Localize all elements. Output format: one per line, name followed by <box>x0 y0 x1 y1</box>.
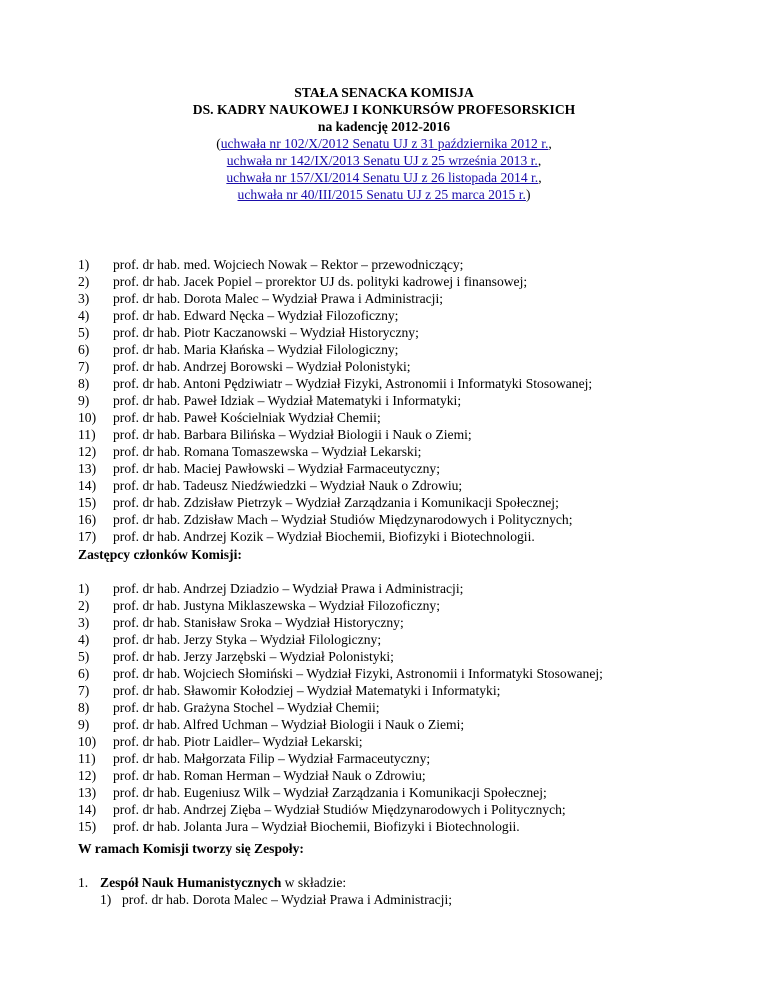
list-item <box>78 511 758 528</box>
list-item-text: prof. dr hab. Roman Herman – Wydział Nauk o Zdrowiu; <box>113 768 426 783</box>
list-item <box>78 614 758 631</box>
list-item <box>78 716 758 733</box>
list-item-number: 1) <box>78 257 90 272</box>
team-section <box>78 874 452 908</box>
list-item <box>78 767 758 784</box>
list-item-number: 2) <box>78 598 90 613</box>
resolution-line-1 <box>0 135 768 152</box>
list-item-number: 8) <box>78 700 90 715</box>
list-item <box>78 801 758 818</box>
list-item-number: 3) <box>78 615 90 630</box>
list-item-number: 17) <box>78 529 97 544</box>
resolution-line-2 <box>0 152 768 169</box>
list-item-text: prof. dr hab. Sławomir Kołodziej – Wydział Matematyki i Informatyki; <box>113 683 501 698</box>
list-item-text: prof. dr hab. Małgorzata Filip – Wydział Farmaceutyczny; <box>113 751 431 766</box>
list-item-number: 5) <box>78 649 90 664</box>
list-item-text: prof. dr hab. med. Wojciech Nowak – Rektor – przewodniczący; <box>113 257 464 272</box>
list-item-text: prof. dr hab. Zdzisław Pietrzyk – Wydział Zarządzania i Komunikacji Społecznej; <box>113 495 559 510</box>
list-item-number: 16) <box>78 512 97 527</box>
team-name: Zespół Nauk Humanistycznych <box>100 875 282 890</box>
title-line-3: na kadencję 2012-2016 <box>317 119 451 134</box>
list-item <box>78 307 758 324</box>
list-item-text: prof. dr hab. Antoni Pędziwiatr – Wydział Fizyki, Astronomii i Informatyki Stosowanej; <box>113 376 593 391</box>
deputies-heading: Zastępcy członków Komisji: <box>78 547 242 562</box>
list-item-number: 5) <box>78 325 90 340</box>
list-item-text: prof. dr hab. Maciej Pawłowski – Wydział Farmaceutyczny; <box>113 461 440 476</box>
list-item <box>78 682 758 699</box>
list-item <box>78 426 758 443</box>
link-separator: , <box>538 170 542 185</box>
list-item-number: 14) <box>78 802 97 817</box>
list-item <box>78 358 758 375</box>
list-item <box>78 494 758 511</box>
list-item-text: prof. dr hab. Paweł Idziak – Wydział Matematyki i Informatyki; <box>113 393 462 408</box>
list-item-number: 13) <box>78 461 97 476</box>
list-item-number: 4) <box>78 308 90 323</box>
list-item-number: 7) <box>78 683 90 698</box>
list-item-number: 13) <box>78 785 97 800</box>
list-item <box>78 443 758 460</box>
resolution-link-1[interactable]: uchwała nr 102/X/2012 Senatu UJ z 31 października 2012 r. <box>220 136 549 151</box>
link-separator: , <box>537 153 542 168</box>
list-item-number: 15) <box>78 495 97 510</box>
list-item-number: 12) <box>78 768 97 783</box>
list-item-text: prof. dr hab. Piotr Kaczanowski – Wydział Historyczny; <box>113 325 419 340</box>
list-item <box>78 665 758 682</box>
list-item-text: prof. dr hab. Alfred Uchman – Wydział Biologii i Nauk o Ziemi; <box>113 717 465 732</box>
teams-heading: W ramach Komisji tworzy się Zespoły: <box>78 841 304 856</box>
list-item <box>78 460 758 477</box>
team-suffix: w składzie: <box>281 875 347 890</box>
list-item-text: prof. dr hab. Piotr Laidler– Wydział Lekarski; <box>113 734 363 749</box>
list-item-number: 10) <box>78 734 97 749</box>
list-item <box>78 375 758 392</box>
list-item-number: 11) <box>78 751 96 766</box>
list-item-number: 6) <box>78 342 90 357</box>
resolution-link-2[interactable]: uchwała nr 142/IX/2013 Senatu UJ z 25 września 2013 r. <box>226 153 538 168</box>
list-item-text: prof. dr hab. Dorota Malec – Wydział Prawa i Administracji; <box>113 291 443 306</box>
document-header <box>0 84 768 203</box>
list-item-text: prof. dr hab. Zdzisław Mach – Wydział Studiów Międzynarodowych i Politycznych; <box>113 512 573 527</box>
list-item-number: 8) <box>78 376 90 391</box>
list-item-text: prof. dr hab. Romana Tomaszewska – Wydział Lekarski; <box>113 444 422 459</box>
list-item-text: prof. dr hab. Jerzy Jarzębski – Wydział Polonistyki; <box>113 649 394 664</box>
resolution-link-4[interactable]: uchwała nr 40/III/2015 Senatu UJ z 25 marca 2015 r. <box>237 187 526 202</box>
list-item-text: prof. dr hab. Stanisław Sroka – Wydział Historyczny; <box>113 615 404 630</box>
resolution-line-3 <box>0 169 768 186</box>
list-item-text: prof. dr hab. Wojciech Słomiński – Wydział Fizyki, Astronomii i Informatyki Stosowanej; <box>113 666 603 681</box>
list-item-number: 11) <box>78 427 96 442</box>
list-item-number: 14) <box>78 478 97 493</box>
members-list <box>78 256 758 545</box>
close-paren: ) <box>525 187 531 202</box>
resolution-line-4 <box>0 186 768 203</box>
title-line-2: DS. KADRY NAUKOWEJ I KONKURSÓW PROFESORSKICH <box>192 102 576 117</box>
list-item-text: prof. dr hab. Andrzej Borowski – Wydział Polonistyki; <box>113 359 411 374</box>
list-item-text: prof. dr hab. Andrzej Zięba – Wydział Studiów Międzynarodowych i Politycznych; <box>113 802 566 817</box>
list-item-text: prof. dr hab. Jacek Popiel – prorektor UJ ds. polityki kadrowej i finansowej; <box>113 274 528 289</box>
link-separator: , <box>548 136 552 151</box>
list-item-number: 7) <box>78 359 90 374</box>
list-item <box>78 818 758 835</box>
list-item-text: prof. dr hab. Andrzej Dziadzio – Wydział Prawa i Administracji; <box>113 581 464 596</box>
title-line-1: STAŁA SENACKA KOMISJA <box>294 85 474 100</box>
list-item <box>78 341 758 358</box>
open-paren: ( <box>216 136 221 151</box>
list-item-number: 6) <box>78 666 90 681</box>
list-item-number: 15) <box>78 819 97 834</box>
list-item-text: prof. dr hab. Maria Kłańska – Wydział Filologiczny; <box>113 342 399 357</box>
list-item <box>78 528 758 545</box>
list-item-number: 3) <box>78 291 90 306</box>
list-item <box>78 256 758 273</box>
list-item <box>78 477 758 494</box>
list-item-text: prof. dr hab. Tadeusz Niedźwiedzki – Wydział Nauk o Zdrowiu; <box>113 478 463 493</box>
team-member <box>78 891 452 908</box>
list-item <box>78 580 758 597</box>
list-item <box>78 699 758 716</box>
list-item-text: prof. dr hab. Barbara Bilińska – Wydział Biologii i Nauk o Ziemi; <box>113 427 472 442</box>
list-item <box>78 392 758 409</box>
list-item-text: prof. dr hab. Grażyna Stochel – Wydział Chemii; <box>113 700 380 715</box>
list-item-number: 4) <box>78 632 90 647</box>
deputies-list <box>78 580 758 835</box>
list-item-number: 10) <box>78 410 97 425</box>
list-item-number: 12) <box>78 444 97 459</box>
team-number: 1. <box>78 875 89 890</box>
list-item-text: prof. dr hab. Eugeniusz Wilk – Wydział Zarządzania i Komunikacji Społecznej; <box>113 785 547 800</box>
list-item-number: 2) <box>78 274 90 289</box>
list-item-number: 1) <box>78 581 90 596</box>
list-item-text: prof. dr hab. Andrzej Kozik – Wydział Biochemii, Biofizyki i Biotechnologii. <box>113 529 535 544</box>
list-item-number: 9) <box>78 393 90 408</box>
list-item <box>78 750 758 767</box>
list-item-text: prof. dr hab. Jerzy Styka – Wydział Filologiczny; <box>113 632 382 647</box>
list-item <box>78 597 758 614</box>
list-item <box>78 409 758 426</box>
list-item-text: prof. dr hab. Justyna Miklaszewska – Wydział Filozoficzny; <box>113 598 440 613</box>
list-item <box>78 631 758 648</box>
list-item <box>78 648 758 665</box>
list-item-text: prof. dr hab. Edward Nęcka – Wydział Filozoficzny; <box>113 308 399 323</box>
resolution-link-3[interactable]: uchwała nr 157/XI/2014 Senatu UJ z 26 listopada 2014 r. <box>226 170 539 185</box>
list-item-number: 9) <box>78 717 90 732</box>
list-item <box>78 273 758 290</box>
list-item <box>78 290 758 307</box>
list-item <box>78 733 758 750</box>
team-member-text: prof. dr hab. Dorota Malec – Wydział Prawa i Administracji; <box>122 892 452 907</box>
team-title-line <box>78 874 452 891</box>
list-item-text: prof. dr hab. Paweł Kościelniak Wydział Chemii; <box>113 410 381 425</box>
team-member-number: 1) <box>100 892 112 907</box>
list-item-text: prof. dr hab. Jolanta Jura – Wydział Biochemii, Biofizyki i Biotechnologii. <box>113 819 520 834</box>
list-item <box>78 324 758 341</box>
list-item <box>78 784 758 801</box>
